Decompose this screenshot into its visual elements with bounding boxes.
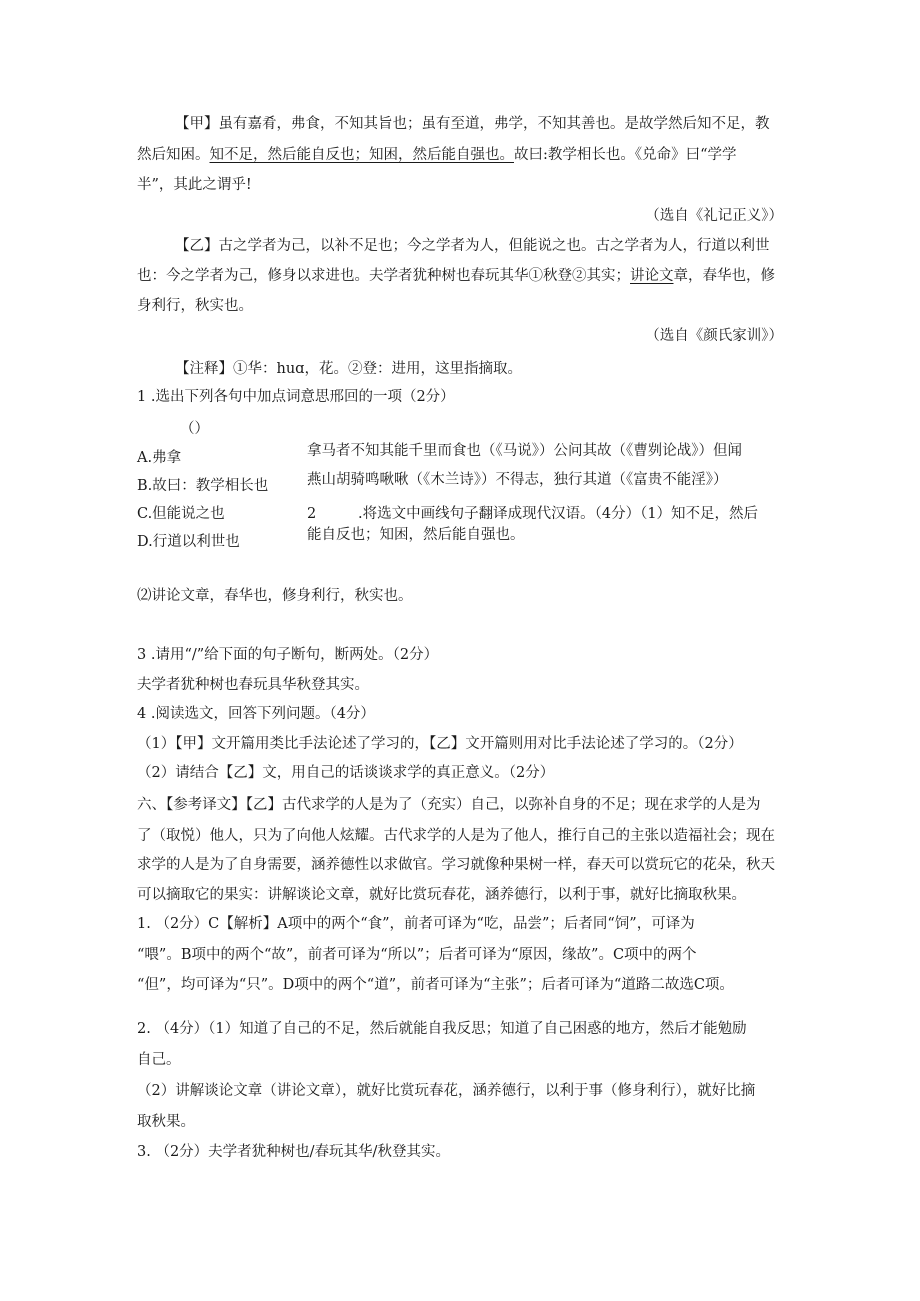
question-2-stem: .将选文中画线句子翻译成现代汉语。（4分）（1）知不足，然后 [358, 506, 759, 522]
question-2-line-2: 能自反也；知困，然后能自强也。 [307, 527, 525, 543]
passage-jia-line-2 [137, 145, 737, 165]
question-1-sentences-line-2: 燕山胡骑鸣啾啾（《木兰诗》）不得志，独行其道（《富贵不能淫》） [307, 472, 728, 488]
answer-2-line-2: 自己。 [137, 1052, 181, 1068]
translation-line-4: 可以摘取它的果实：讲解谈论文章，就好比赏玩春花，涵养德行，以利于事，就好比摘取秋果。 [137, 887, 746, 903]
passage-yi-line-1: 【乙】古之学者为己，以补不足也；今之学者为人，但能说之也。古之学者为人，行道以利世 [175, 238, 770, 254]
question-1-option-b: B.故曰：教学相长也 [137, 478, 269, 494]
passage-yi-line-3: 身利行，秋实也。 [137, 298, 253, 314]
answer-1-line-3: “但”，均可译为“只”。D项中的两个“道”，前者可译为“主张”；后者可译为“道路二故选C项。 [137, 977, 734, 993]
passage-yi-source: （选自《颜氏家训》） [645, 328, 783, 344]
question-1-option-c: C.但能说之也 [137, 506, 225, 522]
passage-jia-underlined-sentence: 知不足，然后能自反也；知困，然后能自强也。 [209, 147, 514, 163]
passage-yi-underlined-phrase: 讲论文 [630, 268, 674, 284]
annotation-notes: 【注释】①华：huɑ，花。②登：进用，这里指摘取。 [175, 361, 522, 377]
translation-line-2: 了（取悦）他人，只为了向他人炫耀。古代求学的人是为了他人，推行自己的主张以造福社会；现在 [137, 828, 775, 844]
question-2-number: 2 [307, 506, 317, 522]
question-4-sub-1: （1）【甲】文开篇用类比手法论述了学习的，【乙】文开篇则用对比手法论述了学习的。（2分） [137, 736, 743, 752]
answer-1-line-2: “喂”。B项中的两个“故”，前者可译为“所以”；后者可译为“原因，缘故”。C项中的两个 [137, 947, 697, 963]
question-1-stem: 1 .选出下列各句中加点词意思邢回的一项（2分） [137, 389, 455, 405]
question-4-sub-2: （2）请结合【乙】文，用自己的话谈谈求学的真正意义。（2分） [137, 765, 555, 781]
passage-yi-line-2-pre: 也：今之学者为己，修身以求进也。夫学者犹种树也春玩其华①秋登②其实； [137, 268, 630, 284]
question-1-option-d: D.行道以利世也 [137, 534, 240, 550]
passage-jia-source: （选自《礼记正义》） [645, 208, 783, 224]
question-3-sentence: 夫学者犹种树也春玩具华秋登其实。 [137, 677, 369, 693]
answer-1-line-1: 1. （2分）C【解析】A项中的两个“食”，前者可译为“吃，品尝”；后者同“饲”，可译为 [137, 916, 695, 932]
question-1-blank: （） [180, 421, 209, 437]
question-1-sentences-line-1: 拿马者不知其能千里而食也（《马说》）公问其故（《曹刿论战》）但闻 [307, 443, 742, 459]
translation-line-3: 求学的人是为了自身需要，涵养德性以求做官。学习就像种果树一样，春天可以赏玩它的花朵，秋天 [137, 857, 775, 873]
passage-yi-line-2 [137, 266, 775, 286]
passage-jia-line-2-post: 故曰:教学相长也。《兑命》曰“学学 [514, 147, 737, 163]
passage-jia-line-3: 半”，其此之谓乎! [137, 177, 252, 193]
question-3-stem: 3 .请用“/”给下面的句子断句，断两处。（2分） [137, 647, 439, 663]
answer-2-line-4: 取秋果。 [137, 1114, 195, 1130]
question-4-stem: 4 .阅读选文，回答下列问题。（4分） [137, 706, 375, 722]
answer-3: 3. （2分）夫学者犹种树也/春玩其华/秋登其实。 [137, 1144, 450, 1160]
answer-2-line-3: （2）讲解谈论文章（讲论文章），就好比赏玩春花，涵养德行，以利于事（修身利行），就好比摘 [137, 1083, 756, 1099]
passage-jia-line-1: 【甲】虽有嘉肴，弗食，不知其旨也；虽有至道，弗学，不知其善也。是故学然后知不足，教 [175, 116, 770, 132]
question-1-option-a: A.弗拿 [137, 450, 182, 466]
passage-yi-line-2-post: 章，春华也，修 [673, 268, 775, 284]
question-2-part-2: ⑵讲论文章，春华也，修身利行，秋实也。 [137, 588, 413, 604]
answer-2-line-1: 2. （4分）（1）知道了自己的不足，然后就能自我反思；知道了自己困惑的地方，然后才能勉励 [137, 1021, 747, 1037]
passage-jia-line-2-pre: 然后知困。 [137, 147, 210, 163]
translation-line-1: 六、【参考译文】【乙】古代求学的人是为了（充实）自己，以弥补自身的不足；现在求学的人是为 [137, 797, 761, 813]
